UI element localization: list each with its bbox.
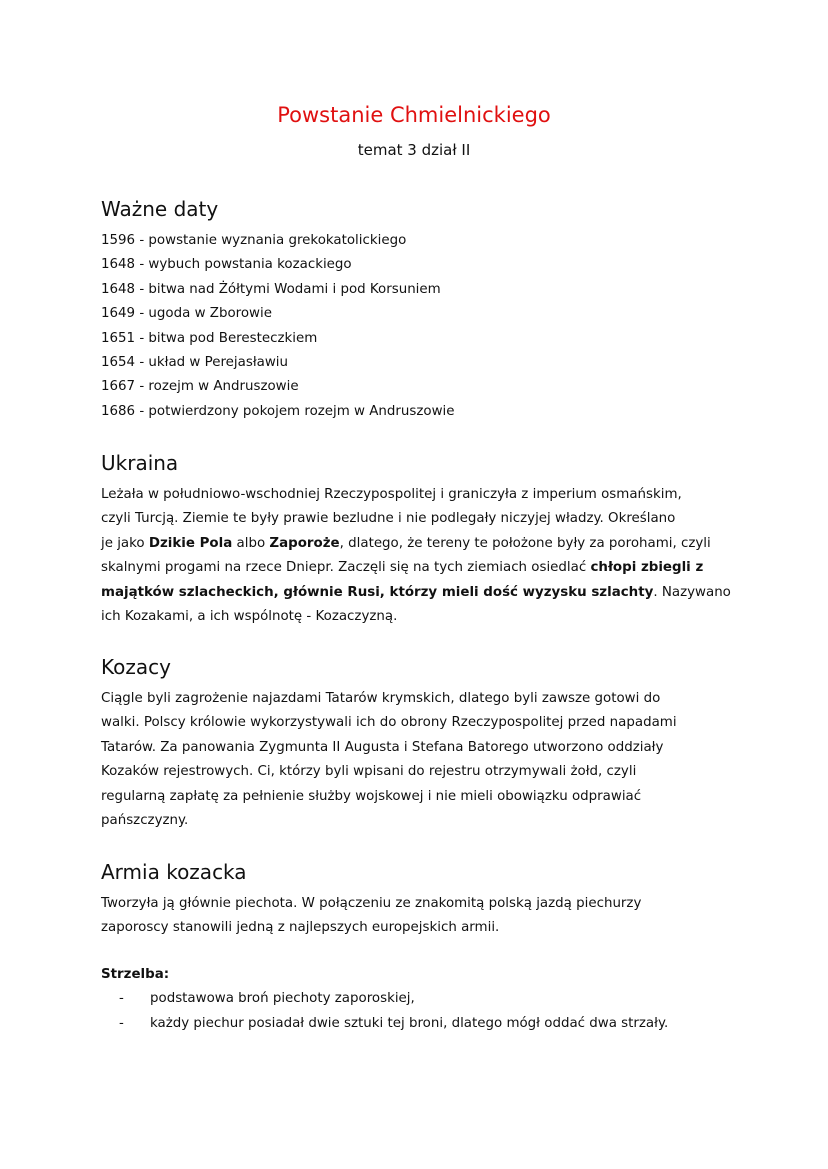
text-line [101, 916, 801, 940]
text-line [101, 483, 801, 507]
bold-text: chłopi zbiegli z [590, 560, 704, 576]
bullet-dash: - [119, 1015, 124, 1031]
text-segment: 1654 - układ w Perejasławiu [101, 355, 288, 371]
section-heading: Ważne daty [101, 197, 219, 221]
text-segment: 1667 - rozejm w Andruszowie [101, 379, 299, 395]
text-segment: 1651 - bitwa pod Beresteczkiem [101, 330, 318, 346]
text-line [101, 760, 801, 784]
bold-text: Zaporoże [269, 535, 340, 551]
bullet-dash: - [119, 991, 124, 1007]
text-segment: 1648 - wybuch powstania kozackiego [101, 257, 352, 273]
text-segment: . Nazywano [653, 584, 731, 600]
section-body [101, 892, 801, 941]
document-subtitle: temat 3 dział II [357, 141, 471, 159]
bullet-item [101, 987, 801, 1011]
bullet-text: podstawowa broń piechoty zaporoskiej, [150, 991, 415, 1007]
text-segment: regularną zapłatę za pełnienie służby wojskowej i nie mieli obowiązku odprawiać [101, 788, 642, 804]
text-segment: 1596 - powstanie wyznania grekokatolickiego [101, 233, 407, 248]
text-segment: Leżała w południowo-wschodniej Rzeczypospolitej i graniczyła z imperium osmańskim, [101, 487, 682, 502]
text-segment: Tatarów. Za panowania Zygmunta II Augusta i Stefana Batorego utworzono oddziały [101, 739, 664, 755]
text-line [101, 327, 801, 351]
text-line [101, 400, 801, 424]
text-segment: walki. Polscy królowie wykorzystywali ich do obrony Rzeczypospolitej przed napadami [101, 715, 677, 731]
strzelba-block [101, 963, 801, 1036]
text-segment: skalnymi progami na rzece Dniepr. Zaczęli się na tych ziemiach osiedlać [101, 560, 591, 576]
text-line [101, 253, 801, 277]
bullet-text: każdy piechur posiadał dwie sztuki tej broni, dlatego mógł oddać dwa strzały. [150, 1015, 669, 1031]
text-line [101, 229, 801, 253]
text-segment: , dlatego, że tereny te położone były za porohami, czyli [339, 535, 711, 551]
text-line [101, 278, 801, 302]
text-line [101, 687, 801, 711]
text-segment: pańszczyzny. [101, 813, 189, 829]
text-line [101, 711, 801, 735]
text-line [101, 302, 801, 326]
section-body [101, 483, 801, 629]
section-heading: Armia kozacka [101, 860, 247, 884]
bold-text: majątków szlacheckich, głównie Rusi, którzy mieli dość wyzysku szlachty [101, 584, 654, 600]
text-segment: Tworzyła ją głównie piechota. W połączeniu ze znakomitą polską jazdą piechurzy [101, 896, 642, 911]
text-segment: je jako [101, 535, 149, 551]
text-line [101, 605, 801, 629]
text-segment: 1686 - potwierdzony pokojem rozejm w Andruszowie [101, 403, 455, 419]
document-title: Powstanie Chmielnickiego [277, 103, 551, 127]
bold-text: Dzikie Pola [148, 535, 233, 551]
text-segment: Ciągle byli zagrożenie najazdami Tatarów krymskich, dlatego byli zawsze gotowi do [101, 691, 661, 706]
text-segment: czyli Turcją. Ziemie te były prawie bezludne i nie podlegały niczyjej władzy. Określano [101, 511, 676, 527]
text-line [101, 785, 801, 809]
section-heading: Ukraina [101, 451, 179, 475]
text-segment: Kozaków rejestrowych. Ci, którzy byli wpisani do rejestru otrzymywali żołd, czyli [101, 764, 637, 780]
section-heading: Kozacy [101, 655, 171, 679]
text-line [101, 892, 801, 916]
text-line [101, 809, 801, 833]
text-segment: albo [232, 535, 270, 551]
section-body [101, 687, 801, 833]
section-body [101, 229, 801, 424]
strzelba-label: Strzelba: [101, 967, 170, 982]
text-line [101, 581, 801, 605]
text-line [101, 556, 801, 580]
text-line [101, 532, 801, 556]
text-segment: 1648 - bitwa nad Żółtymi Wodami i pod Korsuniem [101, 281, 441, 297]
text-segment: 1649 - ugoda w Zborowie [101, 306, 272, 322]
text-segment: zaporoscy stanowili jedną z najlepszych europejskich armii. [101, 920, 500, 936]
text-line [101, 375, 801, 399]
bullet-item [101, 1012, 801, 1036]
text-line [101, 507, 801, 531]
text-line [101, 351, 801, 375]
text-segment: ich Kozakami, a ich wspólnotę - Kozaczyzną. [101, 609, 398, 625]
text-line [101, 736, 801, 760]
